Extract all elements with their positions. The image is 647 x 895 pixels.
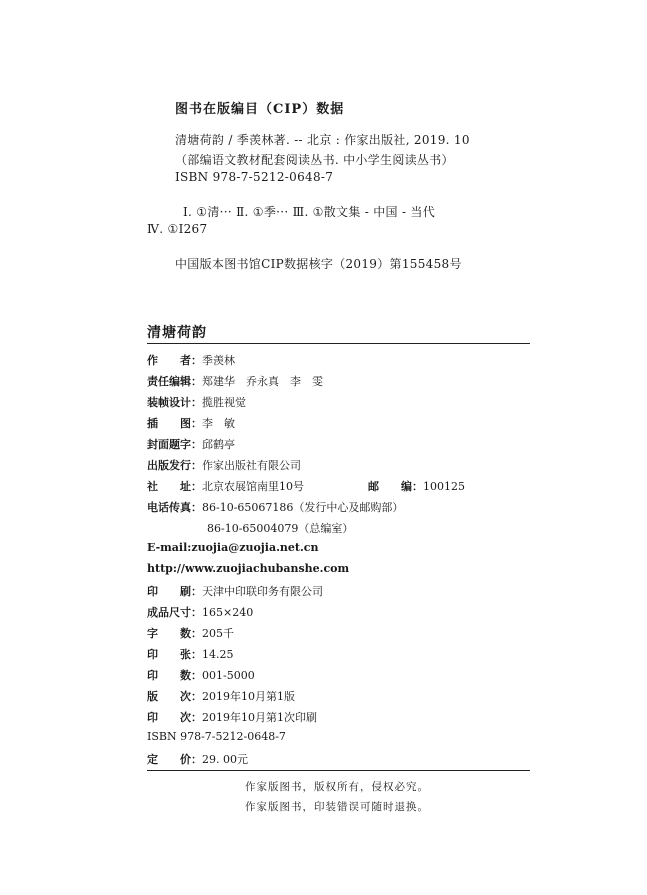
- cip-line-class-number: Ⅳ. ①I267: [147, 222, 208, 236]
- printer-row: [147, 583, 323, 599]
- illustration-row: [147, 415, 235, 431]
- printer-value: 天津中印联印务有限公司: [202, 585, 323, 598]
- phone-value-1: 86-10-65067186（发行中心及邮购部）: [202, 501, 404, 514]
- size-label: 成品尺寸：: [147, 606, 202, 619]
- author-row: [147, 352, 235, 368]
- sheets-label: 印 张：: [147, 648, 202, 661]
- email-row: [147, 541, 319, 554]
- impression-row: [147, 709, 317, 725]
- website-row: [147, 562, 349, 575]
- illustration-label: 插 图：: [147, 417, 202, 430]
- design-value: 揽胜视觉: [202, 396, 246, 409]
- editors-row: [147, 373, 323, 389]
- author-value: 季羡林: [202, 354, 235, 367]
- price-value: 29. 00元: [202, 753, 248, 766]
- design-row: [147, 394, 246, 410]
- cover-title-value: 邱鹤亭: [202, 438, 235, 451]
- author-label: 作 者：: [147, 354, 202, 367]
- postcode-label: 邮 编：: [368, 480, 423, 493]
- print-count-value: 001-5000: [202, 669, 255, 682]
- publisher-value: 作家出版社有限公司: [202, 459, 301, 472]
- sheets-row: [147, 646, 234, 662]
- price-label: 定 价：: [147, 753, 202, 766]
- isbn-row: [147, 730, 286, 743]
- website-value: http://www.zuojiachubanshe.com: [147, 562, 350, 575]
- cip-heading: 图书在版编目（CIP）数据: [175, 102, 345, 117]
- postcode-value: 100125: [423, 480, 465, 493]
- book-title: 清塘荷韵: [147, 325, 207, 341]
- postcode-row: [368, 478, 465, 494]
- edition-row: [147, 688, 295, 704]
- phone-row-2: [207, 520, 353, 536]
- size-value: 165×240: [202, 606, 254, 619]
- sheets-value: 14.25: [202, 648, 234, 661]
- illustration-value: 李 敏: [202, 417, 235, 430]
- price-row: [147, 751, 248, 767]
- words-label: 字 数：: [147, 627, 202, 640]
- phone-label: 电话传真：: [147, 501, 202, 514]
- editors-value: 郑建华 乔永真 李 雯: [202, 375, 323, 388]
- edition-label: 版 次：: [147, 690, 202, 703]
- isbn-value: ISBN 978-7-5212-0648-7: [147, 730, 286, 743]
- print-count-row: [147, 667, 255, 683]
- title-divider: [147, 343, 530, 344]
- address-label: 社 址：: [147, 480, 202, 493]
- cip-line-title: 清塘荷韵 / 季羡林著. -- 北京 : 作家出版社, 2019. 10: [175, 133, 470, 147]
- cip-line-isbn: ISBN 978-7-5212-0648-7: [175, 170, 334, 184]
- words-row: [147, 625, 234, 641]
- phone-value-2: 86-10-65004079（总编室）: [207, 522, 354, 535]
- bottom-divider: [147, 770, 530, 771]
- print-count-label: 印 数：: [147, 669, 202, 682]
- copyright-note: 作家版图书，版权所有，侵权必究。: [245, 781, 429, 793]
- size-row: [147, 604, 253, 620]
- impression-value: 2019年10月第1次印刷: [202, 711, 317, 724]
- cip-line-approval: 中国版本图书馆CIP数据核字（2019）第155458号: [175, 257, 462, 271]
- publisher-row: [147, 457, 301, 473]
- cover-title-row: [147, 436, 235, 452]
- return-note: 作家版图书，印装错误可随时退换。: [245, 801, 429, 813]
- email-value: E-mail:zuojia@zuojia.net.cn: [147, 541, 319, 554]
- editors-label: 责任编辑：: [147, 375, 202, 388]
- edition-value: 2019年10月第1版: [202, 690, 295, 703]
- design-label: 装帧设计：: [147, 396, 202, 409]
- cover-title-label: 封面题字：: [147, 438, 202, 451]
- printer-label: 印 刷：: [147, 585, 202, 598]
- address-value: 北京农展馆南里10号: [202, 480, 304, 493]
- cip-line-series: （部编语文教材配套阅读丛书. 中小学生阅读丛书）: [175, 153, 454, 167]
- publisher-label: 出版发行：: [147, 459, 202, 472]
- address-row: [147, 478, 304, 494]
- cip-line-classification: Ⅰ. ①清··· Ⅱ. ①季··· Ⅲ. ①散文集 - 中国 - 当代: [183, 205, 436, 219]
- impression-label: 印 次：: [147, 711, 202, 724]
- words-value: 205千: [202, 627, 234, 640]
- phone-row: [147, 499, 403, 515]
